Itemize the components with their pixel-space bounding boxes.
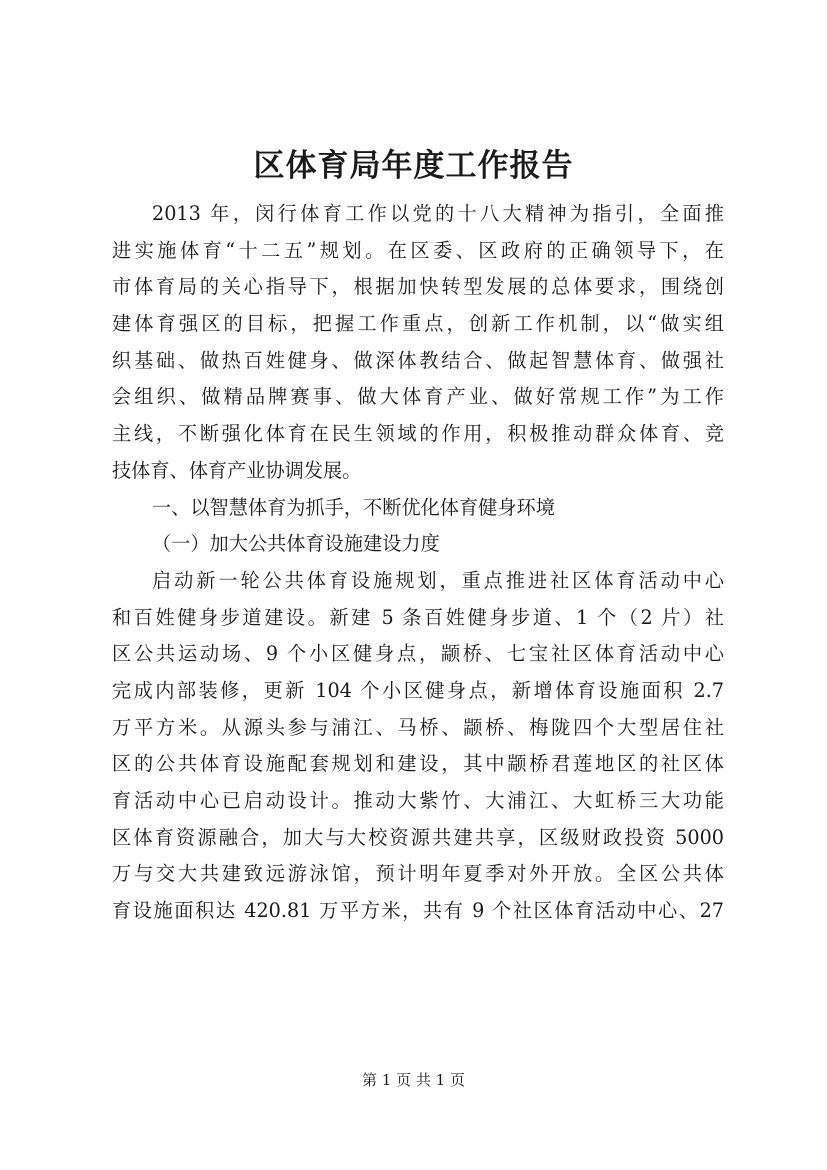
text-line: 万平方米。从源头参与浦江、马桥、颛桥、梅陇四个大型居住社	[112, 715, 724, 739]
text-line: 万与交大共建致远游泳馆，预计明年夏季对外开放。全区公共体	[112, 862, 724, 886]
text-line: 完成内部装修，更新 104 个小区健身点，新增体育设施面积 2.7	[112, 678, 724, 702]
document-title: 区体育局年度工作报告	[253, 148, 574, 184]
paragraph-intro	[112, 196, 724, 490]
subsection-heading-1	[112, 526, 724, 563]
text-line: 育活动中心已启动设计。推动大紫竹、大浦江、大虹桥三大功能	[112, 789, 724, 812]
text-line: 织基础、做热百姓健身、做深体教结合、做起智慧体育、做强社	[112, 348, 724, 372]
text-line: 区公共运动场、9 个小区健身点，颛桥、七宝社区体育活动中心	[112, 642, 724, 666]
text-line: 进实施体育“十二五”规划。在区委、区政府的正确领导下，在	[112, 238, 724, 262]
text-line: 主线，不断强化体育在民生领域的作用，积极推动群众体育、竞	[112, 422, 724, 446]
text-line: 和百姓健身步道建设。新建 5 条百姓健身步道、1 个（2 片）社	[112, 605, 724, 629]
text-line: 技体育、体育产业协调发展。	[112, 458, 362, 482]
text-line: 会组织、做精品牌赛事、做大体育产业、做好常规工作”为工作	[112, 385, 724, 409]
section-heading: 一、以智慧体育为抓手，不断优化体育健身环境	[152, 495, 555, 519]
subsection-heading: （一）加大公共体育设施建设力度	[152, 532, 440, 556]
document-body	[112, 196, 724, 930]
text-line: 2013 年，闵行体育工作以党的十八大精神为指引，全面推	[152, 202, 724, 225]
text-line: 市体育局的关心指导下，根据加快转型发展的总体要求，围绕创	[112, 275, 724, 299]
text-line: 育设施面积达 420.81 万平方米，共有 9 个社区体育活动中心、27	[112, 899, 724, 923]
paragraph-facilities	[112, 563, 724, 930]
page-footer: 第 1 页 共 1 页	[362, 1071, 465, 1089]
text-line: 区的公共体育设施配套规划和建设，其中颛桥君莲地区的社区体	[112, 752, 724, 776]
text-line: 区体育资源融合，加大与大校资源共建共享，区级财政投资 5000	[112, 825, 724, 849]
section-heading-1	[112, 490, 724, 527]
text-line: 建体育强区的目标，把握工作重点，创新工作机制，以“做实组	[112, 312, 724, 336]
text-line: 启动新一轮公共体育设施规划，重点推进社区体育活动中心	[152, 568, 724, 592]
